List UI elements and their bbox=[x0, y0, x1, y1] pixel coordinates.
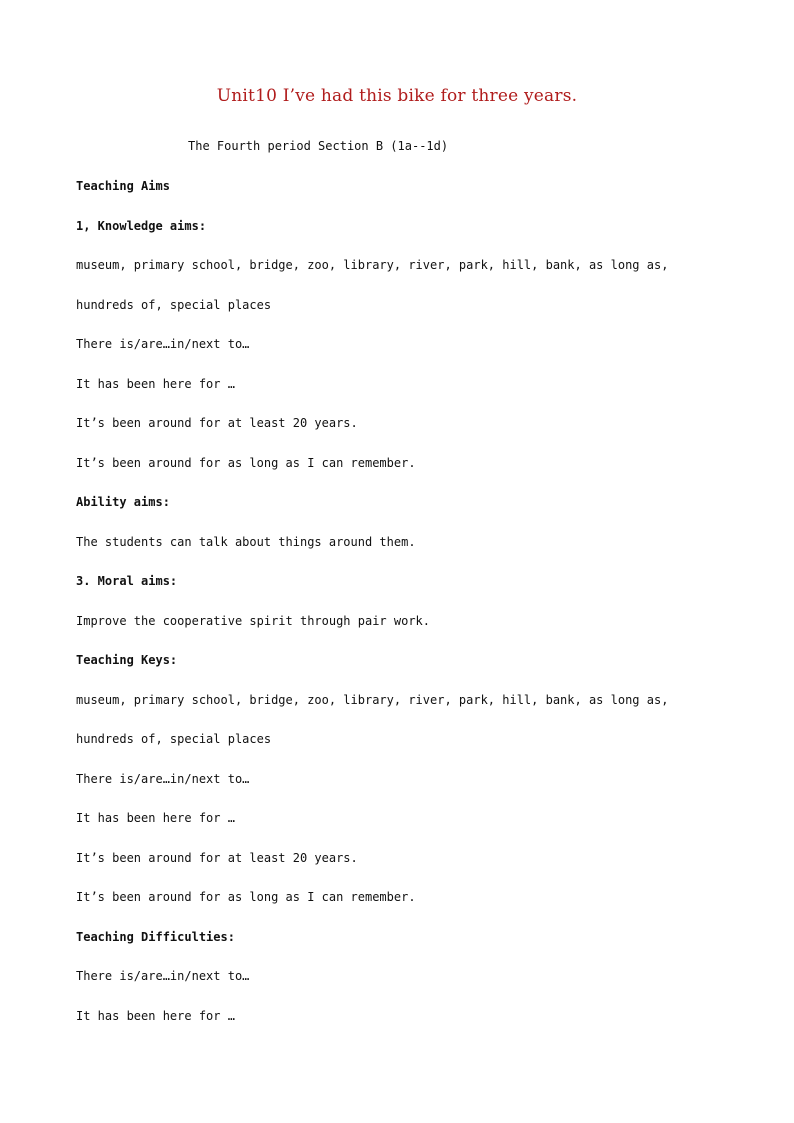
body-line: Improve the cooperative spirit through pair work. bbox=[76, 614, 431, 628]
section-heading: Teaching Difficulties: bbox=[76, 930, 235, 944]
body-line: hundreds of, special places bbox=[76, 298, 272, 312]
body-line: There is/are…in/next to… bbox=[76, 772, 250, 786]
section-heading: Teaching Keys: bbox=[76, 653, 178, 667]
body-line: The students can talk about things around them. bbox=[76, 535, 416, 549]
body-line: There is/are…in/next to… bbox=[76, 969, 250, 983]
body-line: museum, primary school, bridge, zoo, library, river, park, hill, bank, as long as, bbox=[76, 258, 669, 272]
section-heading: 1, Knowledge aims: bbox=[76, 219, 207, 233]
body-line: It has been here for … bbox=[76, 377, 235, 391]
document-title: Unit10 I’ve had this bike for three years. bbox=[216, 86, 578, 106]
body-line: It’s been around for at least 20 years. bbox=[76, 416, 358, 430]
body-line: There is/are…in/next to… bbox=[76, 337, 250, 351]
body-line: It has been here for … bbox=[76, 811, 235, 825]
document-subtitle: The Fourth period Section B (1a--1d) bbox=[188, 139, 449, 153]
body-line: hundreds of, special places bbox=[76, 732, 272, 746]
section-heading: Teaching Aims bbox=[76, 179, 170, 193]
body-line: It has been here for … bbox=[76, 1009, 235, 1023]
section-heading: Ability aims: bbox=[76, 495, 170, 509]
body-line: It’s been around for as long as I can remember. bbox=[76, 456, 416, 470]
body-line: It’s been around for as long as I can remember. bbox=[76, 890, 416, 904]
body-line: museum, primary school, bridge, zoo, library, river, park, hill, bank, as long as, bbox=[76, 693, 669, 707]
body-line: It’s been around for at least 20 years. bbox=[76, 851, 358, 865]
section-heading: 3. Moral aims: bbox=[76, 574, 178, 588]
